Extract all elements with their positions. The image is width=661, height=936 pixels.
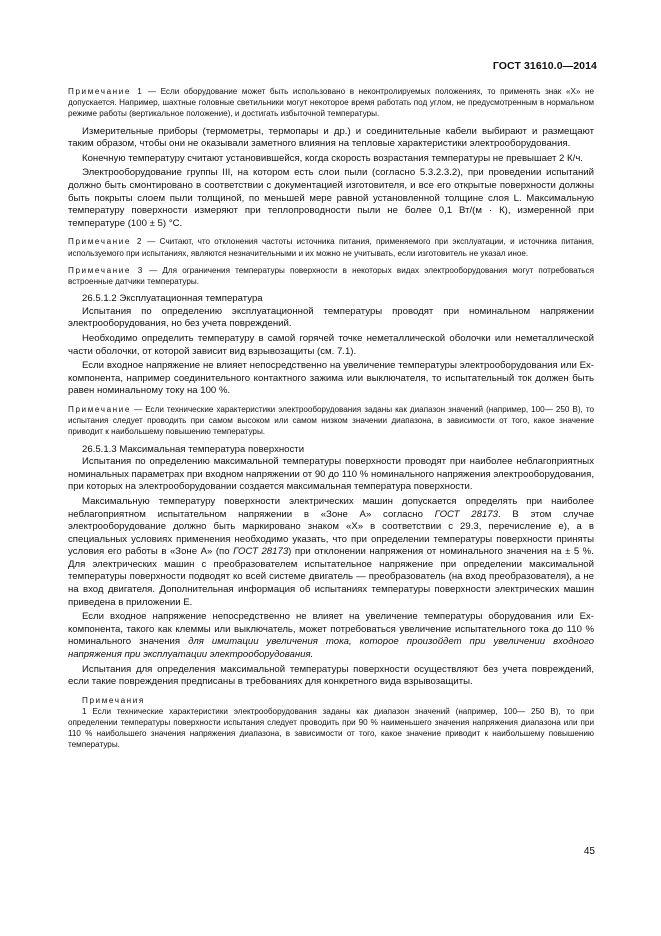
paragraph: Электрооборудование группы III, на котором есть слои пыли (согласно 5.3.2.3.2), при проведении испытаний должно быть смонтировано в соответствии с документацией изготовителя, и все его открытые поверхности должны быть покрыты слоем пыли толщиной, по меньшей мере равной установленной толщине слоя L. Максимальную температуру поверхности измеряют при теплопроводности пыли не более 0,1 Вт/(м · К), измеренной при температуре (100 ± 5) °С. — [68, 167, 594, 229]
text-run: Максимальную температуру поверхности электрических машин допускается определять при наиболее неблагоприятном испытательном напряжении в «Зоне А» согласно — [68, 495, 594, 520]
note-text: — Если технические характеристики электрооборудования заданы как диапазон значений (например, 100— 250 В), то испытания следует проводить при самом высоком или самом низком значении диапазона, в зависимости от того, какое значение приводит к наибольшему повышению температуры. — [68, 404, 594, 437]
standard-code: ГОСТ 31610.0—2014 — [492, 60, 597, 72]
note-1 — [68, 86, 594, 120]
paragraph: Испытания по определению максимальной температуры поверхности проводят при наиболее неблагоприятных номинальных параметрах при входном напряжении от 90 до 110 % номинального напряжения электрооборудования, при которых на электрооборудовании создается максимальная температура поверхности. — [68, 456, 594, 493]
paragraph — [68, 611, 594, 661]
notes-title: Примечания — [82, 695, 145, 705]
note-label: Примечание 3 — [68, 265, 144, 275]
standard-reference: ГОСТ 28173 — [233, 546, 289, 558]
page-number: 45 — [583, 846, 595, 857]
text-run: . В этом случае электрооборудование должно быть маркировано знаком «X» в соответствии с 29.3, перечисление е), а в специальных условиях применения необходимо указать, что при определении температуры поверхности приняты условия его работы в «Зоне А» (по — [68, 508, 594, 558]
italic-text: для имитации увеличения тока, которое произойдет при увеличении входного напряжения при эксплуатации электрооборудования. — [68, 636, 595, 661]
note-text: — Считают, что отклонения частоты источника питания, применяемого при эксплуатации, и источника питания, используемого при испытаниях, являются незначительными и их можно не учитывать, если изготовитель не указал иное. — [68, 237, 594, 258]
note-label: Примечание — [68, 404, 132, 414]
paragraph: Испытания по определению эксплуатационной температуры проводят при номинальном напряжении электрооборудования, но без учета повреждений. — [68, 305, 594, 330]
paragraph: Испытания для определения максимальной температуры поверхности осуществляют без учета повреждений, если такие повреждения предписаны в требованиях для конкретного вида взрывозащиты. — [68, 663, 594, 688]
paragraph: Конечную температуру считают установившейся, когда скорость возрастания температуры не превышает 2 К/ч. — [82, 152, 583, 164]
section-heading: 26.5.1.3 Максимальная температура поверхности — [82, 443, 305, 455]
paragraph: Измерительные приборы (термометры, термопары и др.) и соединительные кабели выбирают и размещают таким образом, чтобы они не оказывали заметного влияния на тепловые характеристики электрооборудования. — [68, 125, 594, 150]
note-text: — Для ограничения температуры поверхности в некоторых видах электрооборудования могут потребоваться встроенные датчики температуры. — [68, 265, 594, 286]
note-4 — [68, 404, 594, 438]
note-text: — Если оборудование может быть использовано в неконтролируемых положениях, то применять знак «X» не допускается. Например, шахтные головные светильники могут некоторое время работать под углом, не предусмотренным в нормальном режиме работы (вертикальное положение), и достигать избыточной температуры. — [68, 87, 594, 119]
note-label: Примечание 2 — [68, 237, 144, 247]
section-heading: 26.5.1.2 Эксплуатационная температура — [82, 293, 263, 305]
note-3 — [68, 265, 594, 287]
text-run: ) при отклонении напряжения от номинального значения на ± 5 %. Для электрических машин с преобразователем испытательное напряжение при определении максимальной температуры поверхности подводят ко всей системе двигатель — преобразователь (на вход преобразователя), а не на вход двигателя. Дополнительная информация об испытаниях температуры поверхности электрических машин приведена в приложении Е. — [68, 546, 594, 608]
page-content — [68, 86, 594, 751]
paragraph — [68, 496, 594, 609]
notes-item: 1 Если технические характеристики электрооборудования заданы как диапазон значений (например, 100— 250 В), то при определении температуры поверхности испытания следует проводить при 90 % наименьшего значения напряжения диапазона или при 110 % наибольшего значения напряжения диапазона, в зависимости от того, какое значение приводит к наибольшему повышению температуры. — [68, 706, 594, 750]
text-run: Если входное напряжение непосредственно не влияет на увеличение температуры оборудования или Ex-компонента, такого как клеммы или выключатель, может потребоваться увеличение испытательного тока до 110 % номинального значения — [68, 611, 594, 648]
note-2 — [68, 236, 594, 258]
paragraph: Необходимо определить температуру в самой горячей точке неметаллической оболочки или неметаллической части оболочки, от которой зависит вид взрывозащиты (см. 7.1). — [68, 332, 594, 357]
standard-reference: ГОСТ 28173 — [434, 508, 498, 520]
note-label: Примечание 1 — [68, 87, 144, 96]
paragraph: Если входное напряжение не влияет непосредственно на увеличение температуры электрооборудования или Ex-компонента, например соединительного контактного зажима или выключателя, то испытательный ток должен быть равен номинальному току на 100 %. — [68, 360, 594, 397]
